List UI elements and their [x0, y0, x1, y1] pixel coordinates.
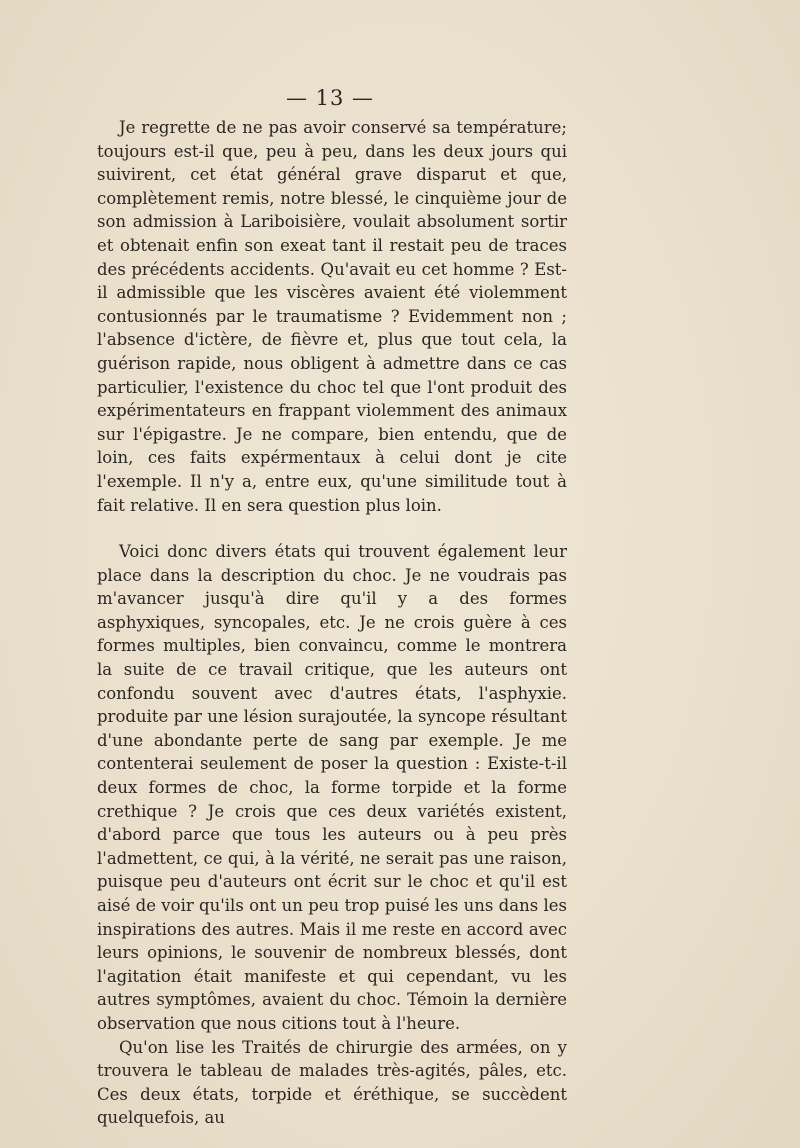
- paragraph-2: Voici donc divers états qui trouvent également leur place dans la description du choc. Je ne voudrais pas m'avancer jusqu'à dire qu'il y a des formes asphyxiques, syncopales, etc. Je ne crois guère à ces formes multiples, bien convaincu, comme le montrera la suite de ce travail critique, que les auteurs ont confondu souvent avec d'autres états, l'asphyxie. produite par une lésion surajoutée, la syncope résultant d'une abondante perte de sang par exemple. Je me contenterai seulement de poser la question : Existe-t-il deux formes de choc, la forme torpide et la forme crethique ? Je crois que ces deux variétés existent, d'abord parce que tous les auteurs ou à peu près l'admettent, ce qui, à la vérité, ne serait pas une raison, puisque peu d'auteurs ont écrit sur le choc et qu'il est aisé de voir qu'ils ont un peu trop puisé les uns dans les inspirations des autres. Mais il me reste en accord avec leurs opinions, le souvenir de nombreux blessés, dont l'agitation était manifeste et qui cependant, vu les autres symptômes, avaient du choc. Témoin la dernière observation que nous citions tout à l'heure.: [97, 542, 567, 1033]
- page-number: — 13 —: [285, 86, 375, 110]
- body-text: [97, 116, 567, 1130]
- paragraph-1: Je regrette de ne pas avoir conservé sa température; toujours est-il que, peu à peu, dans les deux jours qui suivirent, cet état général grave disparut et que, complètement remis, notre blessé, le cinquième jour de son admission à Lariboisière, voulait absolument sortir et obtenait enfin son exeat tant il restait peu de traces des précédents accidents. Qu'avait eu cet homme ? Est-il admissible que les viscères avaient été violemment contusionnés par le traumatisme ? Evidemment non ; l'absence d'ictère, de fièvre et, plus que tout cela, la guérison rapide, nous obligent à admettre dans ce cas particulier, l'existence du choc tel que l'ont produit des expérimentateurs en frappant violemment des animaux sur l'épigastre. Je ne compare, bien entendu, que de loin, ces faits expérmentaux à celui dont je cite l'exemple. Il n'y a, entre eux, qu'une similitude tout à fait relative. Il en sera question plus loin.: [97, 118, 567, 515]
- paragraph-3: Qu'on lise les Traités de chirurgie des armées, on y trouvera le tableau de malades très-agités, pâles, etc. Ces deux états, torpide et éréthique, se succèdent quelquefois, au: [97, 1037, 567, 1128]
